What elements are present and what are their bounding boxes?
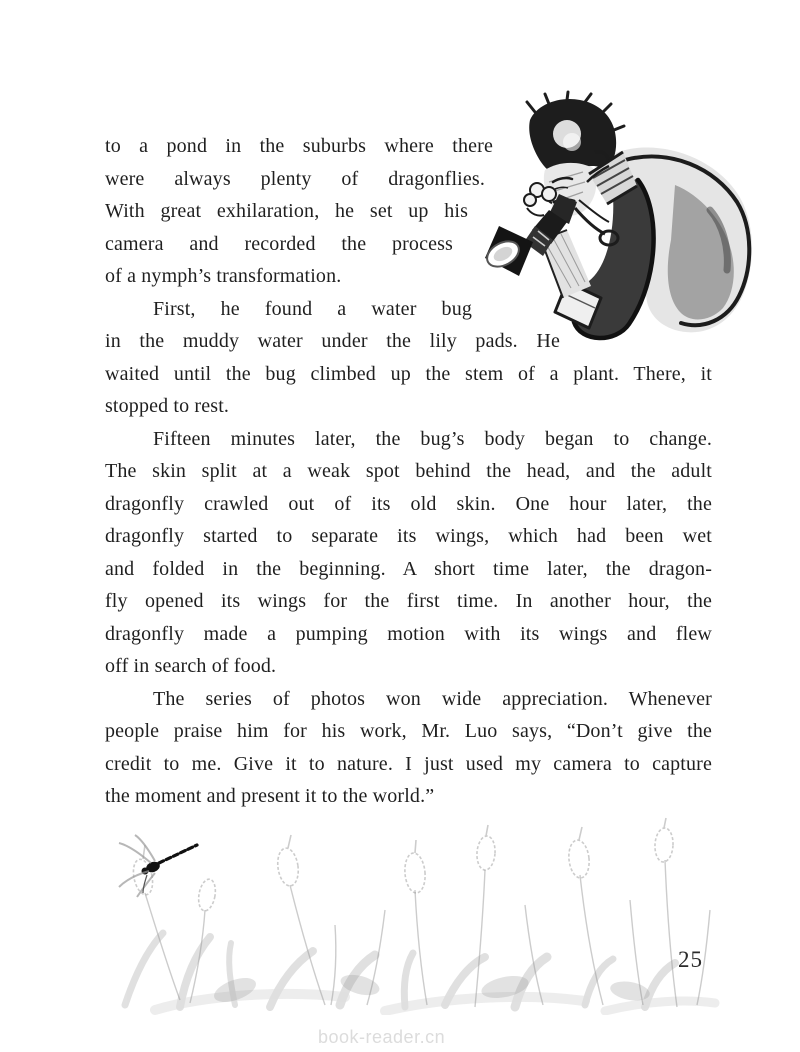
text-line: people praise him for his work, Mr. Luo says, “Don’t give the — [105, 720, 712, 742]
text-line: dragonfly made a pumping motion with its wings and flew — [105, 623, 712, 645]
text-line: of a nymph’s transformation. — [105, 265, 342, 287]
text-line: First, he found a water bug — [153, 298, 472, 320]
text-line: camera and recorded the process — [105, 233, 453, 255]
dragonfly-icon — [119, 835, 197, 897]
text-line: to a pond in the suburbs where there — [105, 135, 493, 157]
text-line: dragonfly started to separate its wings, which had been wet — [105, 525, 712, 547]
text-line: stopped to rest. — [105, 395, 230, 417]
watermark-text: book-reader.cn — [318, 1027, 446, 1047]
text-line: were always plenty of dragonflies. — [105, 168, 485, 190]
photographer-illustration — [475, 90, 795, 352]
text-line: and folded in the beginning. A short time later, the dragon- — [105, 558, 712, 580]
text-line: in the muddy water under the lily pads. He — [105, 330, 560, 352]
text-line: the moment and present it to the world.” — [105, 785, 435, 807]
text-line: dragonfly crawled out of its old skin. One hour later, the — [105, 493, 712, 515]
text-line: The skin split at a weak spot behind the head, and the adult — [105, 460, 712, 482]
text-line: fly opened its wings for the first time. In another hour, the — [105, 590, 712, 612]
text-line: Fifteen minutes later, the bug’s body began to change. — [153, 428, 712, 450]
text-line: waited until the bug climbed up the stem of a plant. There, it — [105, 363, 712, 385]
text-line: With great exhilaration, he set up his — [105, 200, 468, 222]
text-line: credit to me. Give it to nature. I just used my camera to capture — [105, 753, 712, 775]
text-line: off in search of food. — [105, 655, 277, 677]
page-number: 25 — [678, 947, 703, 972]
grass-dragonfly-illustration — [85, 815, 725, 1015]
text-line: The series of photos won wide appreciation. Whenever — [153, 688, 712, 710]
